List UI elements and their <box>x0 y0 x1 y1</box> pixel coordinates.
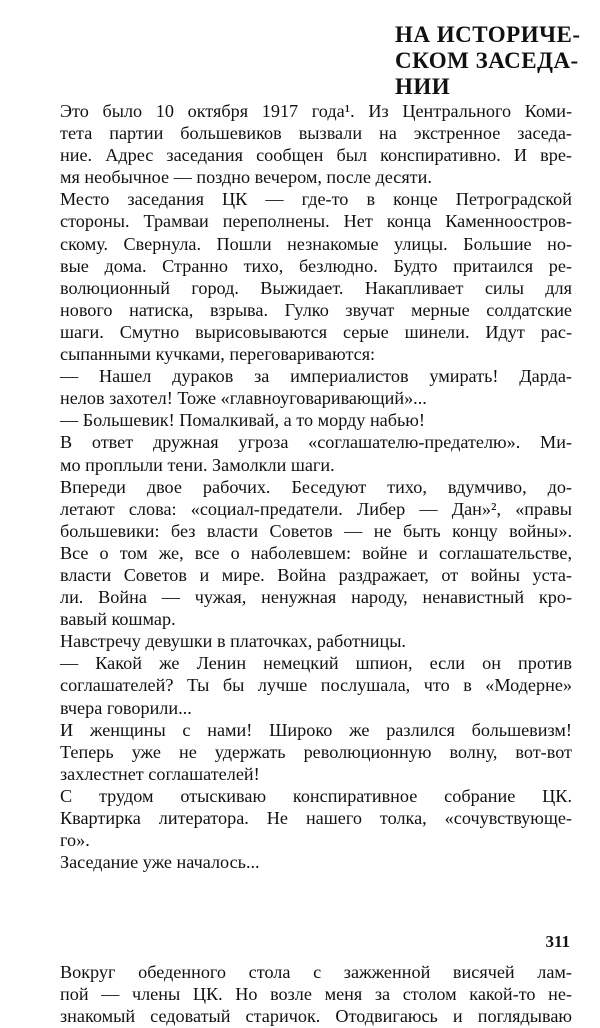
text-line: го». <box>60 830 90 851</box>
text-line: волюционный город. Выжидает. Накапливает силы для <box>60 277 572 298</box>
text-line: И женщины с нами! Широко же разлился большевизм! <box>60 719 572 740</box>
text-line: Это было 10 октября 1917 года¹. Из Центрального Коми- <box>60 101 572 121</box>
text-line: вые дома. Странно тихо, безлюдно. Будто притаился ре- <box>60 255 572 276</box>
chapter-title-line: СКОМ ЗАСЕДА- <box>395 48 579 73</box>
text-line: — Какой же Ленин немецкий шпион, если он против <box>60 653 572 674</box>
text-line: Теперь уже не удержать революционную волну, вот-вот <box>60 741 572 762</box>
text-line: власти Советов и мире. Война раздражает, от войны уста- <box>60 564 572 585</box>
text-line: Квартирка литератора. Не нашего толка, «сочувствующе- <box>60 808 572 828</box>
section-gap <box>60 873 572 961</box>
page-number: 311 <box>545 932 570 951</box>
text-line: мо проплыли тени. Замолкли шаги. <box>60 454 335 475</box>
text-line: ние. Адрес заседания сообщен был конспиративно. И вре- <box>60 145 572 166</box>
text-line: сыпанными кучками, переговариваются: <box>60 344 376 365</box>
text-line: вчера говорили... <box>60 697 192 718</box>
text-line: В ответ дружная угроза «соглашателю-предателю». Ми- <box>60 432 572 453</box>
text-line: нелов захотел! Тоже «главноуговаривающий»... <box>60 388 427 409</box>
text-line: летают слова: «социал-предатели. Либер — Дан»², «правы <box>60 498 572 519</box>
text-line: шаги. Смутно вырисовываются серые шинели. Идут рас- <box>60 321 572 342</box>
text-line: — Большевик! Помалкивай, а то морду набью! <box>60 410 425 431</box>
text-line: Все о том же, все о наболевшем: войне и соглашательстве, <box>60 542 572 563</box>
text-line: Место заседания ЦК — где-то в конце Петроградской <box>60 189 572 210</box>
text-line: большевики: без власти Советов — не быть концу войны». <box>60 520 572 541</box>
text-line: — Нашел дураков за империалистов умирать! Дарда- <box>60 366 572 387</box>
text-line: Впереди двое рабочих. Беседуют тихо, вдумчиво, до- <box>60 476 572 497</box>
text-line: мя необычное — поздно вечером, после десяти. <box>60 167 432 188</box>
chapter-title-line: НИИ <box>395 74 451 99</box>
text-line: Вокруг обеденного стола с зажженной висячей лам- <box>60 962 572 983</box>
text-line: захлестнет соглашателей! <box>60 763 260 784</box>
chapter-title-line: НА ИСТОРИЧЕ- <box>395 22 581 47</box>
text-line: тета партии большевиков вызвали на экстренное заседа- <box>60 123 572 144</box>
text-line: соглашателей? Ты бы лучше послушала, что в «Модерне» <box>60 675 572 696</box>
text-line: Заседание уже началось... <box>60 852 260 873</box>
text-line: знакомый седоватый старичок. Отодвигаюсь и поглядываю <box>60 1006 572 1027</box>
text-line: пой — члены ЦК. Но возле меня за столом какой-то не- <box>60 984 572 1005</box>
text-line: ли. Война — чужая, ненужная народу, ненавистный кро- <box>60 587 572 608</box>
text-line: вавый кошмар. <box>60 609 176 630</box>
text-line: С трудом отыскиваю конспиративное собрание ЦК. <box>60 785 572 806</box>
text-line: Навстречу девушки в платочках, работницы. <box>60 631 406 652</box>
chapter-title <box>395 22 581 100</box>
text-line: нового натиска, взрыва. Гулко звучат мерные солдатские <box>60 299 572 320</box>
text-line: стороны. Трамваи переполнены. Нет конца Каменноостров- <box>60 211 572 232</box>
body-text <box>60 100 572 1028</box>
text-line: скому. Свернула. Пошли незнакомые улицы. Большие но- <box>60 233 572 254</box>
